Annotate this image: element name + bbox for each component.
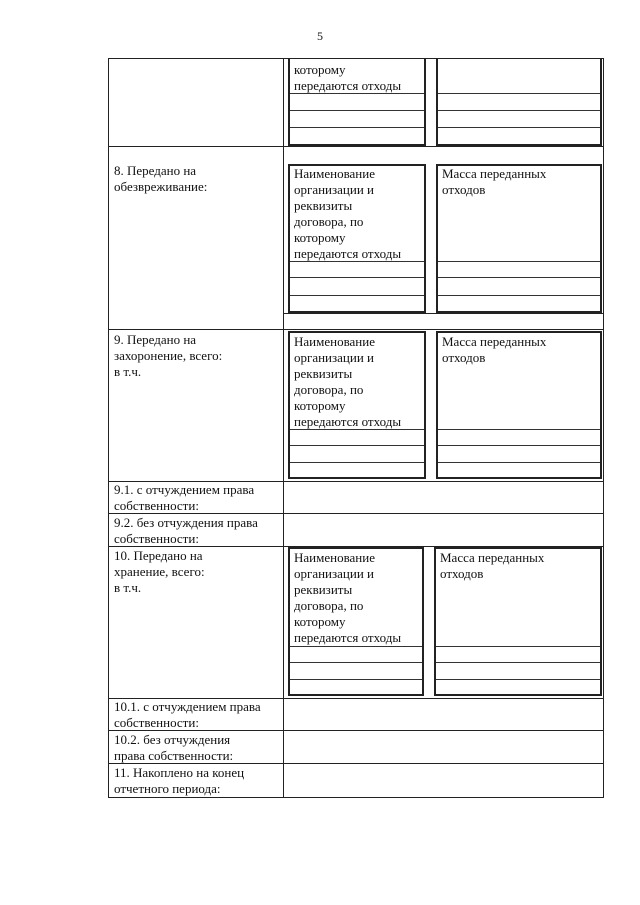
subtable-line	[290, 445, 424, 446]
subtable-line	[290, 277, 424, 278]
subtable-line	[438, 462, 600, 463]
mass-header-label: Масса переданных отходов	[440, 550, 545, 581]
subtable-line	[290, 646, 422, 647]
subtable-line	[290, 110, 424, 111]
org-header-label: Наименование организации и реквизиты договора, по которому передаются отходы	[294, 334, 402, 429]
subtable-line	[436, 662, 600, 663]
column-divider	[283, 58, 284, 798]
subtable-line	[290, 662, 422, 663]
subtable-line	[438, 261, 600, 262]
org-header-label: Наименование организации и реквизиты договора, по которому передаются отходы	[294, 166, 402, 261]
row-label-9-2: 9.2. без отчуждения права собственности:	[114, 515, 258, 546]
mass-subtable-top	[436, 58, 602, 146]
subtable-line	[438, 93, 600, 94]
subtable-line	[438, 295, 600, 296]
subtable-line	[290, 679, 422, 680]
row-separator	[283, 313, 604, 314]
subtable-line	[436, 679, 600, 680]
mass-header-label: Масса переданных отходов	[442, 166, 547, 197]
subtable-line	[438, 110, 600, 111]
subtable-line	[436, 646, 600, 647]
row-separator	[108, 146, 604, 147]
subtable-line	[438, 127, 600, 128]
page-number: 5	[317, 29, 323, 43]
subtable-line	[438, 445, 600, 446]
subtable-line	[290, 429, 424, 430]
subtable-line	[290, 295, 424, 296]
row-label-10-2: 10.2. без отчуждения права собственности:	[114, 732, 234, 763]
subtable-line	[290, 462, 424, 463]
subtable-line	[290, 93, 424, 94]
subtable-line	[290, 127, 424, 128]
row-label-10: 10. Передано на хранение, всего: в т.ч.	[114, 548, 205, 595]
row-label-9: 9. Передано на захоронение, всего: в т.ч.	[114, 332, 223, 379]
row-label-11: 11. Накоплено на конец отчетного периода:	[114, 765, 245, 796]
org-label-continued: которому передаются отходы	[294, 62, 402, 93]
row-separator	[108, 329, 604, 330]
subtable-line	[438, 277, 600, 278]
row-label-8: 8. Передано на обезвреживание:	[114, 163, 208, 194]
subtable-line	[438, 429, 600, 430]
row-label-10-1: 10.1. с отчуждением права собственности:	[114, 699, 261, 730]
row-label-9-1: 9.1. с отчуждением права собственности:	[114, 482, 255, 513]
mass-header-label: Масса переданных отходов	[442, 334, 547, 365]
org-header-label: Наименование организации и реквизиты договора, по которому передаются отходы	[294, 550, 402, 645]
subtable-line	[290, 261, 424, 262]
